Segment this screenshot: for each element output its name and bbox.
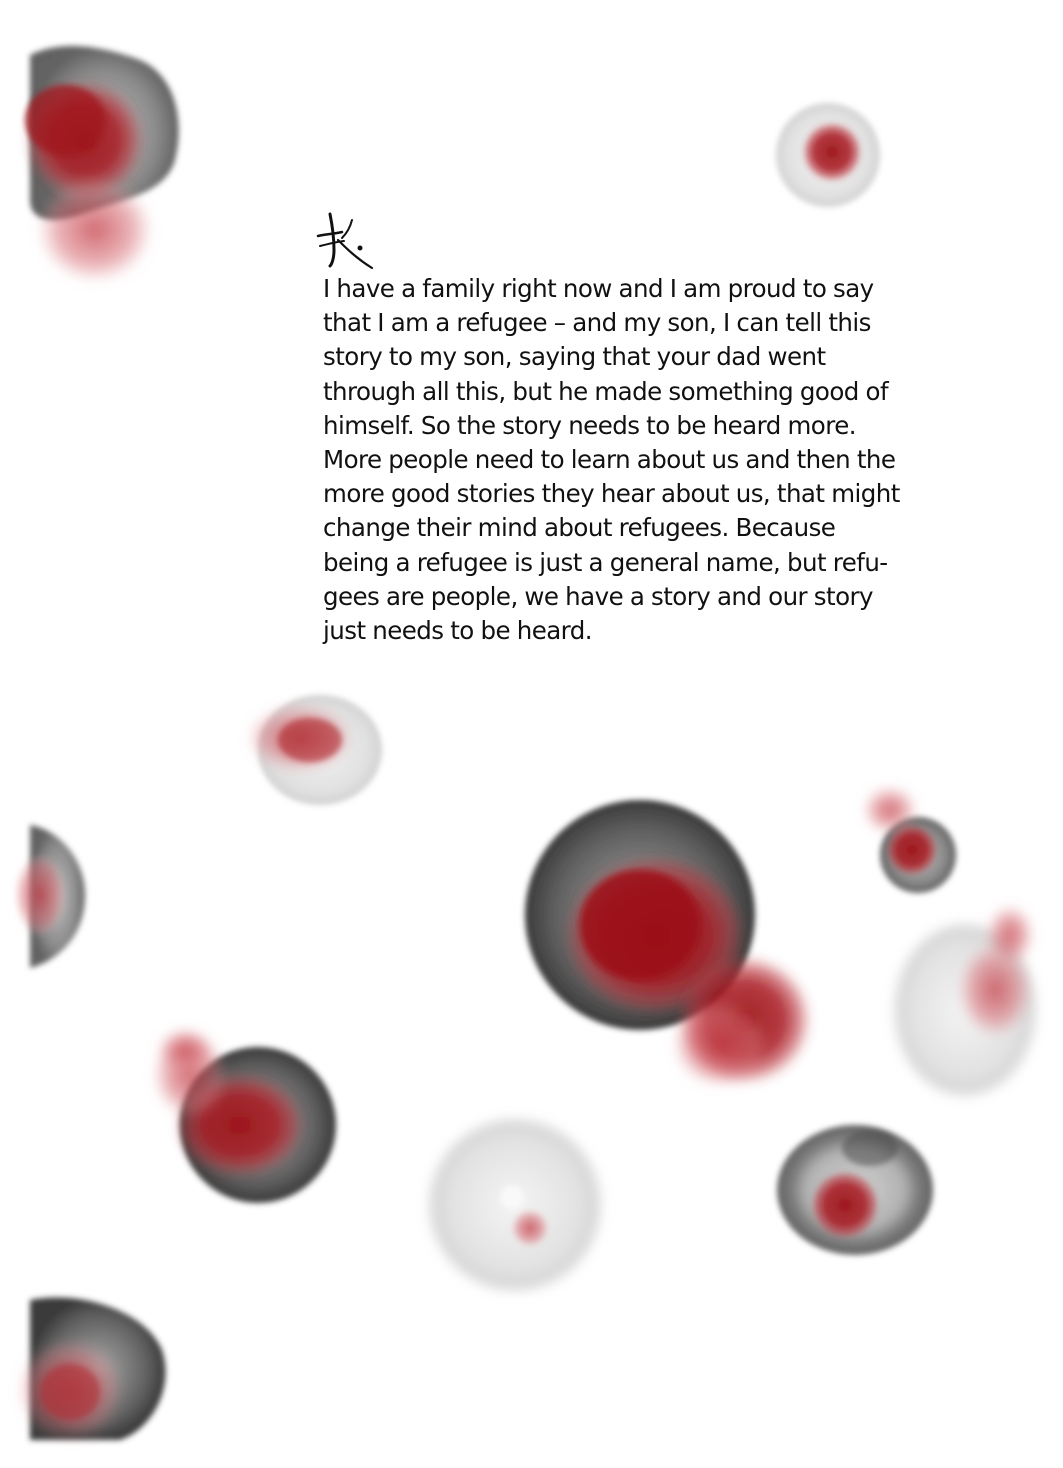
quote-line: through all this, but he made something good of (323, 376, 889, 406)
blot-left-edge (15, 825, 85, 968)
quote-line: story to my son, saying that your dad went (323, 342, 826, 372)
quote-line: himself. So the story needs to be heard more. (323, 410, 856, 440)
quote-line: I have a family right now and I am proud to say (323, 274, 874, 303)
quote-line: more good stories they hear about us, that might (323, 479, 900, 509)
blot-right-small (865, 788, 956, 893)
blot-bottom-center (430, 1120, 600, 1290)
quote-line: that I am a refugee – and my son, I can tell this (323, 308, 871, 338)
quote-line: gees are people, we have a story and our story (323, 581, 873, 611)
brush-calligraphy-mark-icon (312, 206, 378, 272)
blot-bottom-left-corner (20, 1297, 166, 1440)
blot-lower-left (155, 1030, 336, 1203)
blot-top-right (776, 103, 880, 207)
blot-top-left (25, 46, 179, 280)
quote-text (323, 272, 933, 648)
quote-line: change their mind about refugees. Because (323, 513, 836, 543)
quote-line: just needs to be heard. (323, 616, 593, 646)
quote-line: being a refugee is just a general name, but refu- (323, 547, 888, 577)
blot-bottom-right (777, 1125, 933, 1255)
blot-right-light (895, 907, 1035, 1095)
quote-line: More people need to learn about us and then the (323, 445, 896, 475)
blot-center-large (525, 800, 807, 1085)
blot-mid-left (250, 695, 382, 805)
